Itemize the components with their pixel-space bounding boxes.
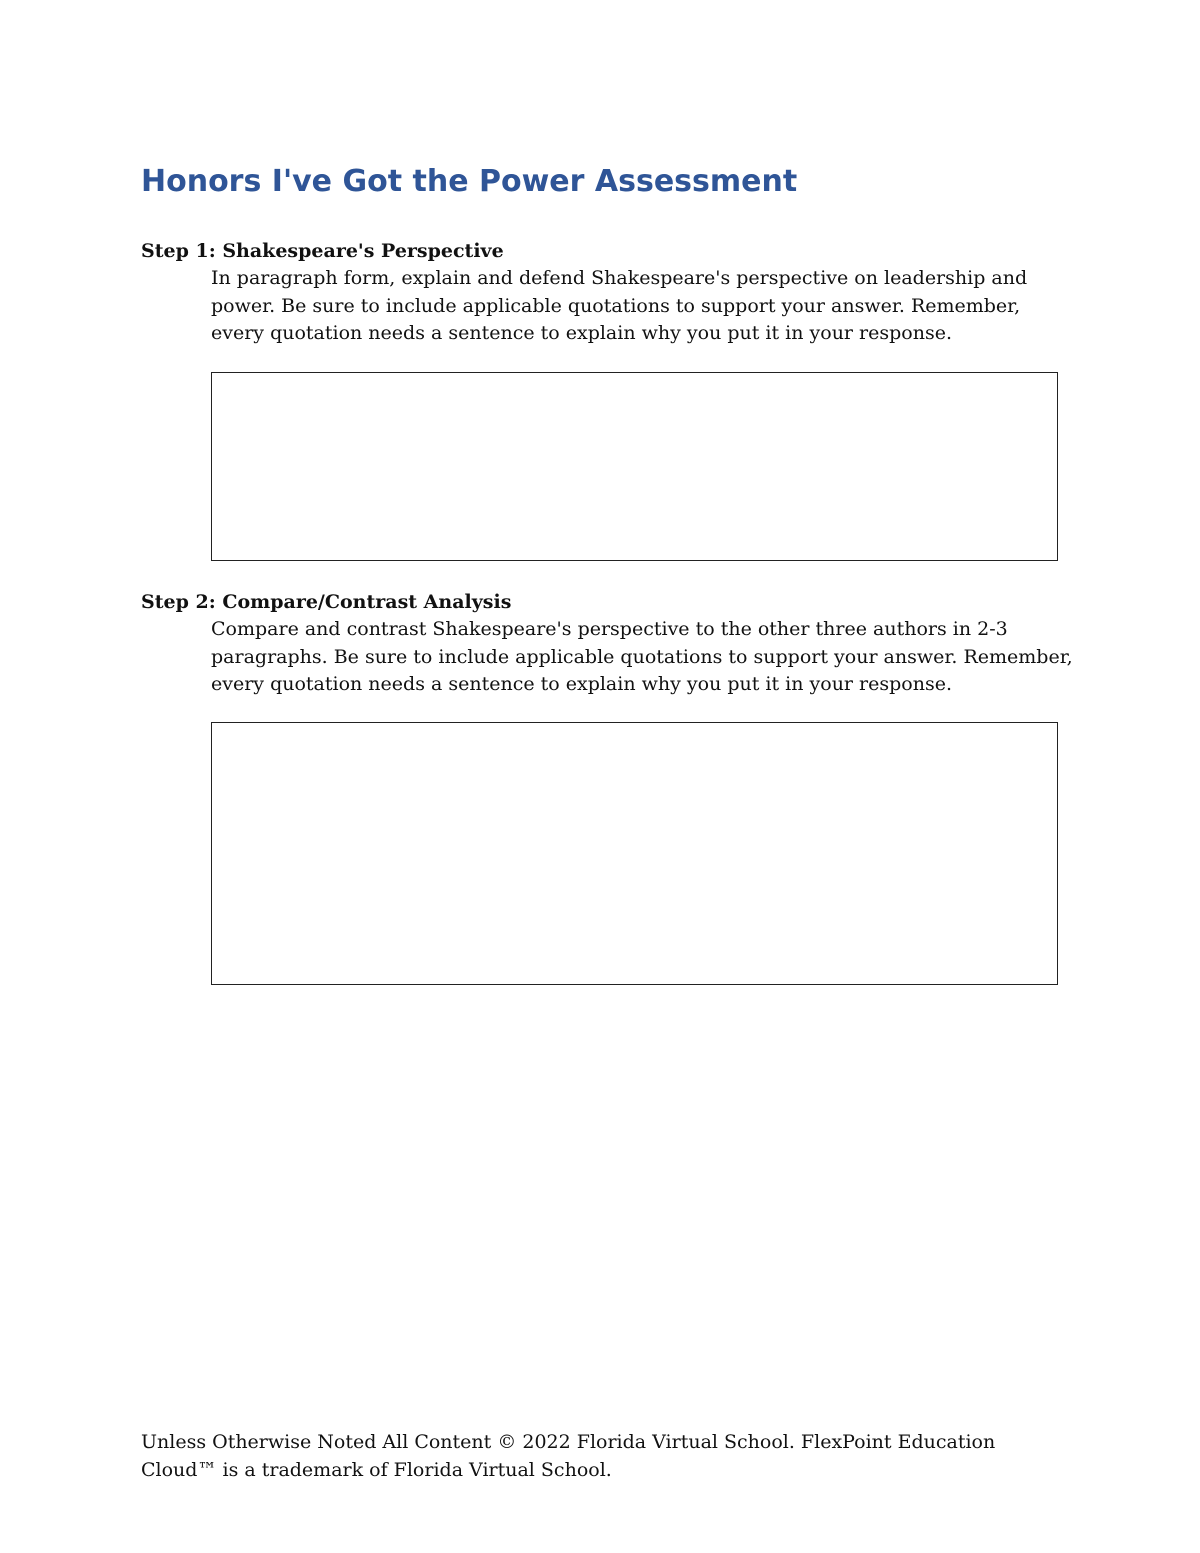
step-1-instructions — [211, 265, 1091, 348]
step-1-answer-box[interactable] — [211, 372, 1058, 561]
step-1-instruction-line: power. Be sure to include applicable quotations to support your answer. Remember, — [211, 294, 1021, 317]
page-title: Honors I've Got the Power Assessment — [141, 164, 798, 199]
step-1-heading: Step 1: Shakespeare's Perspective — [141, 240, 504, 262]
footer-line: Cloud™ is a trademark of Florida Virtual School. — [141, 1458, 612, 1481]
footer-line: Unless Otherwise Noted All Content © 2022 Florida Virtual School. FlexPoint Education — [141, 1431, 996, 1453]
step-2-instructions — [211, 616, 1091, 699]
step-2-instruction-line: paragraphs. Be sure to include applicable quotations to support your answer. Remember, — [211, 645, 1073, 668]
step-2-heading: Step 2: Compare/Contrast Analysis — [141, 591, 512, 613]
step-1-instruction-line: every quotation needs a sentence to explain why you put it in your response. — [211, 322, 952, 344]
copyright-footer — [141, 1429, 995, 1484]
step-2-instruction-line: every quotation needs a sentence to explain why you put it in your response. — [211, 673, 952, 695]
step-2-instruction-line: Compare and contrast Shakespeare's perspective to the other three authors in 2-3 — [211, 618, 1008, 640]
step-1-instruction-line: In paragraph form, explain and defend Shakespeare's perspective on leadership and — [211, 267, 1028, 289]
step-2-answer-box[interactable] — [211, 722, 1058, 985]
